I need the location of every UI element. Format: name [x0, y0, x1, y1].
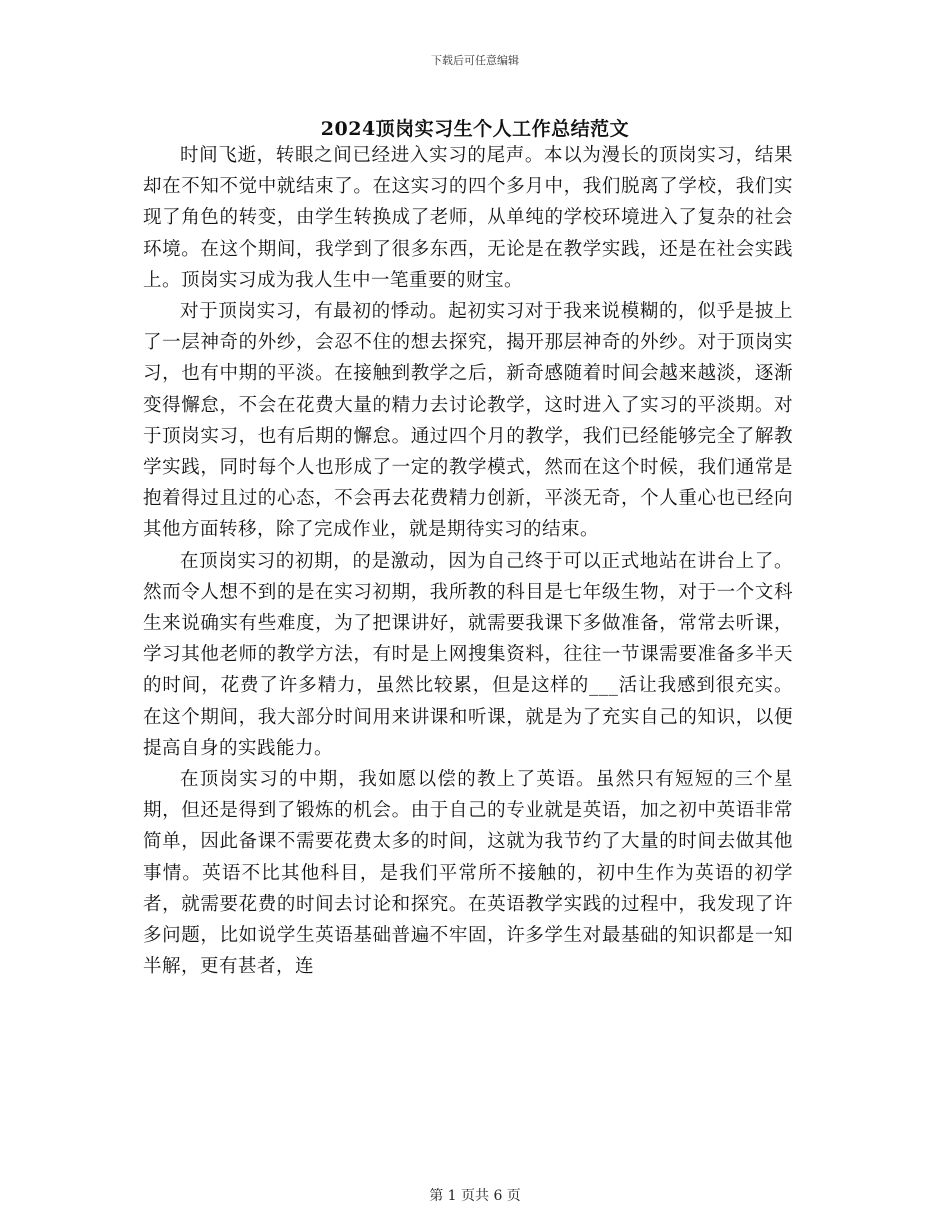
- page-footer: 第 1 页共 6 页: [429, 1188, 521, 1204]
- document-body: [143, 140, 793, 982]
- document-title: 2024顶岗实习生个人工作总结范文: [320, 118, 630, 140]
- page-header: 下载后可任意编辑: [431, 54, 519, 67]
- paragraph-4: 在顶岗实习的中期，我如愿以偿的教上了英语。虽然只有短短的三个星期，但还是得到了锻炼的机会。由于自己的专业就是英语，加之初中英语非常简单，因此备课不需要花费太多的时间，这就为我节约了大量的时间去做其他事情。英语不比其他科目，是我们平常所不接触的，初中生作为英语的初学者，就需要花费的时间去讨论和探究。在英语教学实践的过程中，我发现了许多问题，比如说学生英语基础普遍不牢固，许多学生对最基础的知识都是一知半解，更有甚者，连: [143, 769, 793, 978]
- paragraph-2: 对于顶岗实习，有最初的悸动。起初实习对于我来说模糊的，似乎是披上了一层神奇的外纱，会忍不住的想去探究，揭开那层神奇的外纱。对于顶岗实习，也有中期的平淡。在接触到教学之后，新奇感随着时间会越来越淡，逐渐变得懈怠，不会在花费大量的精力去讨论教学，这时进入了实习的平淡期。对于顶岗实习，也有后期的懈怠。通过四个月的教学，我们已经能够完全了解教学实践，同时每个人也形成了一定的教学模式，然而在这个时候，我们通常是抱着得过且过的心态，不会再去花费精力创新，平淡无奇，个人重心也已经向其他方面转移，除了完成作业，就是期待实习的结束。: [143, 301, 793, 541]
- paragraph-1: 时间飞逝，转眼之间已经进入实习的尾声。本以为漫长的顶岗实习，结果却在不知不觉中就结束了。在这实习的四个多月中，我们脱离了学校，我们实现了角色的转变，由学生转换成了老师，从单纯的学校环境进入了复杂的社会环境。在这个期间，我学到了很多东西，无论是在教学实践，还是在社会实践上。顶岗实习成为我人生中一笔重要的财宝。: [143, 145, 793, 291]
- paragraph-3: 在顶岗实习的初期，的是激动，因为自己终于可以正式地站在讲台上了。然而令人想不到的是在实习初期，我所教的科目是七年级生物，对于一个文科生来说确实有些难度，为了把课讲好，就需要我课下多做准备，常常去听课，学习其他老师的教学方法，有时是上网搜集资料，往往一节课需要准备多半天的时间，花费了许多精力，虽然比较累，但是这样的___活让我感到很充实。在这个期间，我大部分时间用来讲课和听课，就是为了充实自己的知识，以便提高自身的实践能力。: [143, 550, 793, 759]
